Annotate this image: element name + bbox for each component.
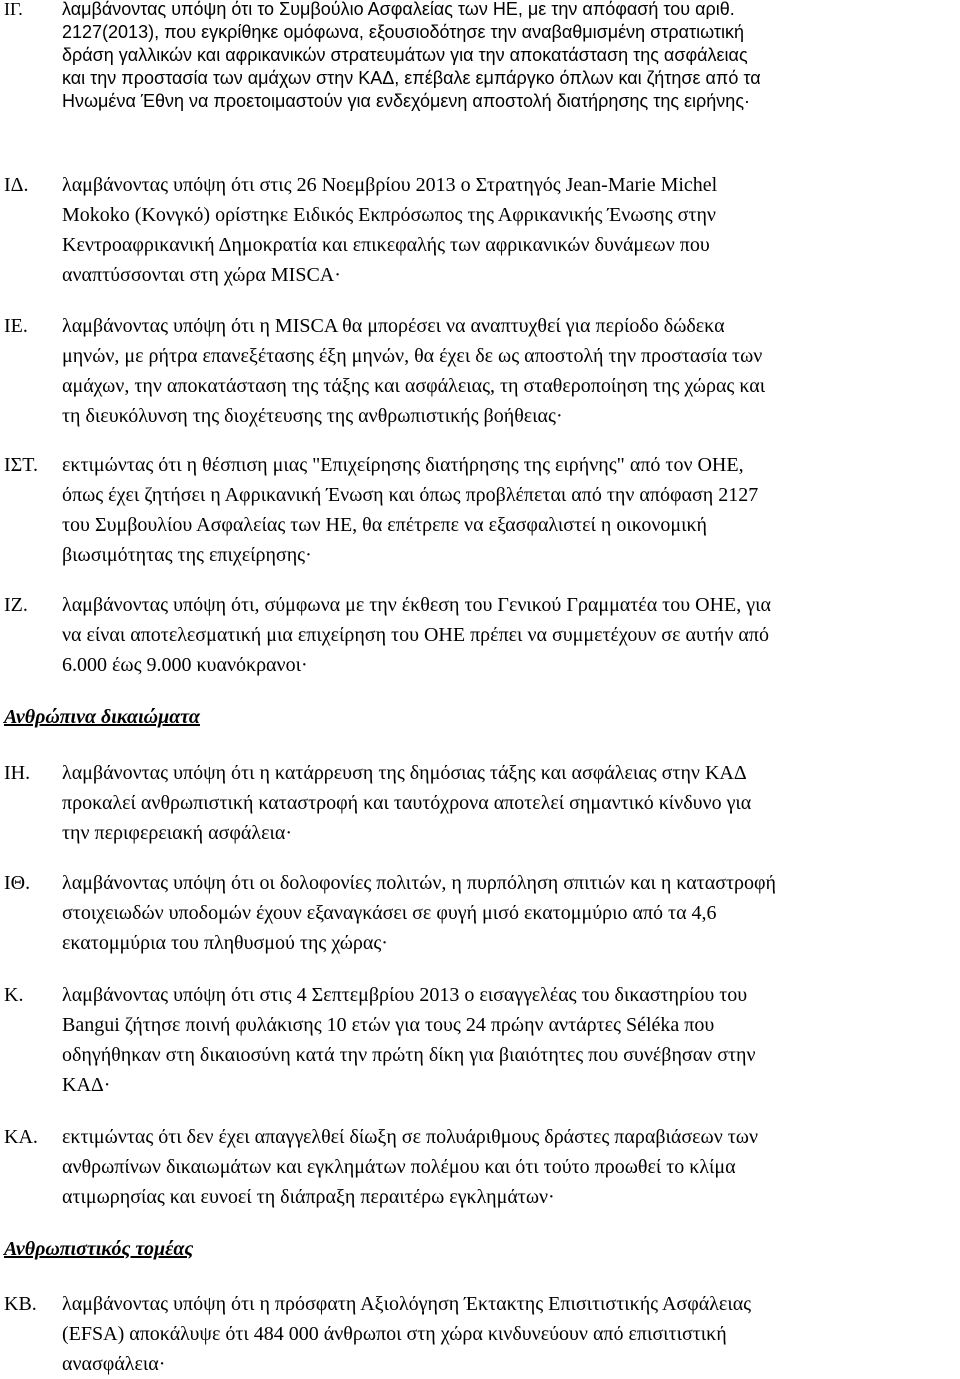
paragraph-number: ΚΑ. (4, 1126, 38, 1148)
text-line: την περιφερειακή ασφάλεια· (62, 822, 293, 844)
paragraph-number: ΙΘ. (4, 872, 31, 894)
text-line: λαμβάνοντας υπόψη ότι το Συμβούλιο Ασφαλείας των ΗΕ, με την απόφασή του αριθ. (62, 0, 735, 19)
text-line: στοιχειωδών υποδομών έχουν εξαναγκάσει σε φυγή μισό εκατομμύριο από τα 4,6 (62, 902, 717, 924)
section-heading-humanitarian: Ανθρωπιστικός τομέας (4, 1238, 194, 1260)
paragraph-number: ΙΓ. (4, 0, 23, 19)
text-line: να είναι αποτελεσματική μια επιχείρηση του ΟΗΕ πρέπει να συμμετέχουν σε αυτήν από (62, 624, 769, 646)
section-heading-human-rights: Ανθρώπινα δικαιώματα (4, 706, 200, 728)
text-line: ανασφάλεια· (62, 1353, 166, 1375)
text-line: προκαλεί ανθρωπιστική καταστροφή και ταυτόχρονα αποτελεί σημαντικό κίνδυνο για (62, 792, 752, 814)
paragraph-text (62, 868, 960, 958)
text-line: μηνών, με ρήτρα επανεξέτασης έξη μηνών, θα έχει δε ως αποστολή την προστασία των (62, 345, 763, 367)
text-line: λαμβάνοντας υπόψη ότι η MISCA θα μπορέσει να αναπτυχθεί για περίοδο δώδεκα (62, 315, 725, 337)
paragraph-number: ΙΔ. (4, 174, 29, 196)
paragraph-number: ΙΗ. (4, 762, 31, 784)
text-line: εκτιμώντας ότι η θέσπιση μιας "Επιχείρησης διατήρησης της ειρήνης" από τον ΟΗΕ, (62, 454, 744, 476)
text-line: αναπτύσσονται στη χώρα MISCA· (62, 264, 341, 286)
text-line: και την προστασία των αμάχων στην ΚΑΔ, επέβαλε εμπάργκο όπλων και ζήτησε από τα (62, 68, 761, 88)
paragraph-text (62, 450, 960, 570)
text-line: αμάχων, την αποκατάσταση της τάξης και ασφάλειας, τη σταθεροποίηση της χώρας και (62, 375, 766, 397)
text-line: δράση γαλλικών και αφρικανικών στρατευμάτων για την αποκατάσταση της ασφάλειας (62, 45, 748, 65)
text-line: όπως έχει ζητήσει η Αφρικανική Ένωση και όπως προβλέπεται από την απόφαση 2127 (62, 484, 759, 506)
paragraph-text (62, 170, 960, 290)
text-line: εκατομμύρια του πληθυσμού της χώρας· (62, 932, 388, 954)
text-line: λαμβάνοντας υπόψη ότι στις 26 Νοεμβρίου 2013 ο Στρατηγός Jean-Marie Michel (62, 174, 718, 196)
text-line: λαμβάνοντας υπόψη ότι η κατάρρευση της δημόσιας τάξης και ασφάλειας στην ΚΑΔ (62, 762, 747, 784)
text-line: ατιμωρησίας και ευνοεί τη διάπραξη περαιτέρω εγκλημάτων· (62, 1186, 555, 1208)
text-line: Ηνωμένα Έθνη να προετοιμαστούν για ενδεχόμενη αποστολή διατήρησης της ειρήνης· (62, 91, 750, 111)
paragraph-text (62, 311, 960, 431)
text-line: τη διευκόλυνση της διοχέτευσης της ανθρωπιστικής βοήθειας· (62, 405, 563, 427)
paragraph-text (62, 1289, 960, 1379)
text-line: ΚΑΔ· (62, 1074, 111, 1096)
paragraph-number: ΙΕ. (4, 315, 28, 337)
text-line: ανθρωπίνων δικαιωμάτων και εγκλημάτων πολέμου και ότι τούτο προωθεί το κλίμα (62, 1156, 736, 1178)
text-line: Mokoko (Κονγκό) ορίστηκε Ειδικός Εκπρόσωπος της Αφρικανικής Ένωσης στην (62, 204, 716, 226)
text-line: 6.000 έως 9.000 κυανόκρανοι· (62, 654, 308, 676)
paragraph-text (62, 758, 960, 848)
paragraph-number: ΙΣΤ. (4, 454, 39, 476)
text-line: του Συμβουλίου Ασφαλείας των ΗΕ, θα επέτρεπε να εξασφαλιστεί η οικονομική (62, 514, 708, 536)
text-line: λαμβάνοντας υπόψη ότι οι δολοφονίες πολιτών, η πυρπόληση σπιτιών και η καταστροφή (62, 872, 776, 894)
text-line: λαμβάνοντας υπόψη ότι στις 4 Σεπτεμβρίου 2013 ο εισαγγελέας του δικαστηρίου του (62, 984, 748, 1006)
text-line: (EFSA) αποκάλυψε ότι 484 000 άνθρωποι στη χώρα κινδυνεύουν από επισιτιστική (62, 1323, 727, 1345)
text-line: εκτιμώντας ότι δεν έχει απαγγελθεί δίωξη σε πολυάριθμους δράστες παραβιάσεων των (62, 1126, 758, 1148)
text-line: βιωσιμότητας της επιχείρησης· (62, 544, 312, 566)
paragraph-number: ΙΖ. (4, 594, 28, 616)
paragraph-number: ΚΒ. (4, 1293, 37, 1315)
text-line: λαμβάνοντας υπόψη ότι, σύμφωνα με την έκθεση του Γενικού Γραμματέα του ΟΗΕ, για (62, 594, 771, 616)
text-line: 2127(2013), που εγκρίθηκε ομόφωνα, εξουσιοδότησε την αναβαθμισμένη στρατιωτική (62, 22, 745, 42)
text-line: Κεντροαφρικανική Δημοκρατία και επικεφαλής των αφρικανικών δυνάμεων που (62, 234, 710, 256)
text-line: λαμβάνοντας υπόψη ότι η πρόσφατη Αξιολόγηση Έκτακτης Επισιτιστικής Ασφάλειας (62, 1293, 752, 1315)
text-line: Bangui ζήτησε ποινή φυλάκισης 10 ετών για τους 24 πρώην αντάρτες Séléka που (62, 1014, 715, 1036)
paragraph-number: Κ. (4, 984, 24, 1006)
paragraph-text (62, 980, 960, 1100)
paragraph-text (62, 0, 960, 113)
text-line: οδηγήθηκαν στη δικαιοσύνη κατά την πρώτη δίκη για βιαιότητες που συνέβησαν στην (62, 1044, 756, 1066)
paragraph-text (62, 1122, 960, 1212)
paragraph-text (62, 590, 960, 680)
